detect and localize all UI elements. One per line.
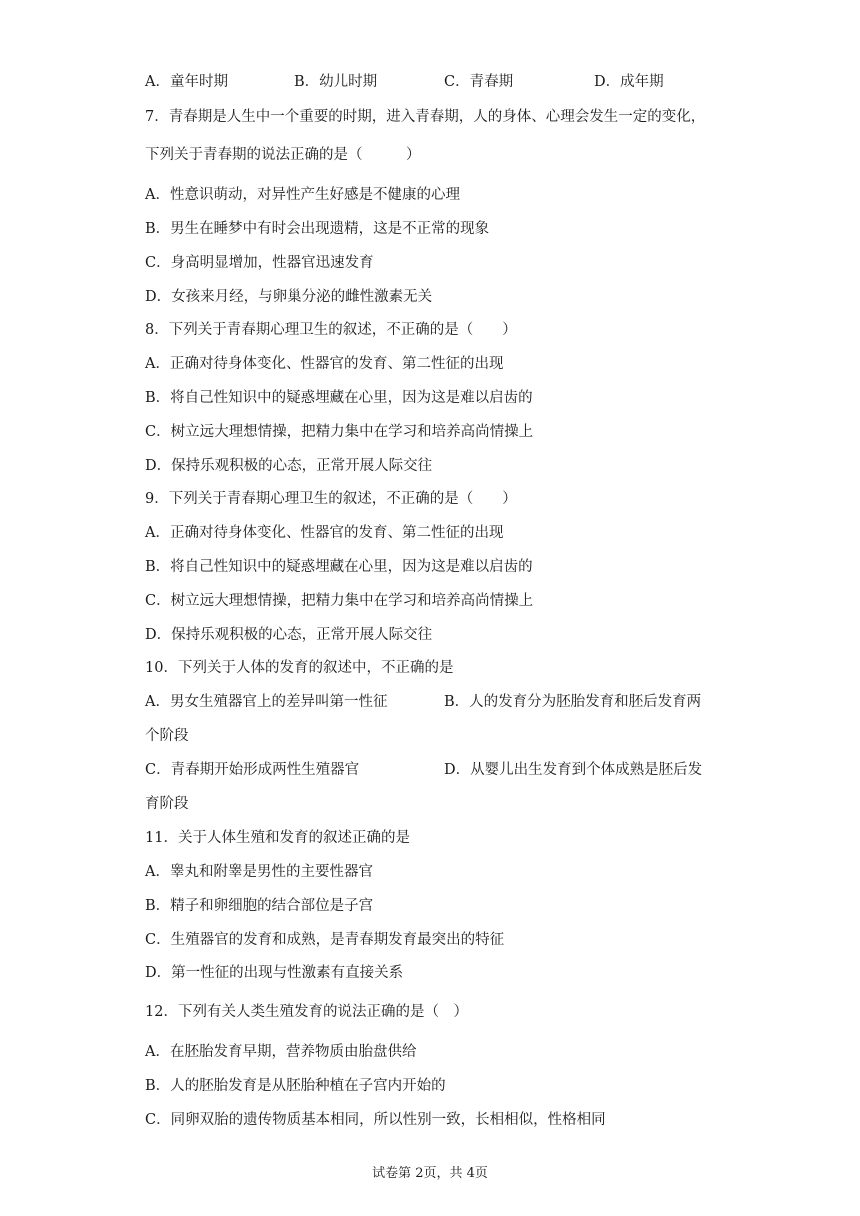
q9-option-d: D．保持乐观积极的心态，正常开展人际交往	[145, 627, 433, 643]
option-c: C．青春期	[444, 74, 514, 90]
q8-option-b: B．将自己性知识中的疑惑埋藏在心里，因为这是难以启齿的	[145, 390, 533, 406]
q11-option-c: C．生殖器官的发育和成熟，是青春期发育最突出的特征	[145, 932, 505, 948]
q9-option-c: C．树立远大理想情操，把精力集中在学习和培养高尚情操上	[145, 593, 534, 609]
q7-stem-line2: 下列关于青春期的说法正确的是（ ）	[145, 147, 421, 163]
q9-stem: 9．下列关于青春期心理卫生的叙述，不正确的是（ ）	[145, 491, 517, 507]
q10-option-d-continued: 育阶段	[145, 796, 189, 812]
q7-option-c: C．身高明显增加，性器官迅速发育	[145, 255, 374, 271]
q7-option-a: A．性意识萌动，对异性产生好感是不健康的心理	[145, 187, 460, 203]
q10-option-a: A．男女生殖器官上的差异叫第一性征	[145, 694, 388, 710]
q7-option-d: D．女孩来月经，与卵巢分泌的雌性激素无关	[145, 289, 433, 305]
q9-option-a: A．正确对待身体变化、性器官的发育、第二性征的出现	[145, 525, 504, 541]
q10-option-c: C．青春期开始形成两性生殖器官	[145, 762, 360, 778]
q7-option-b: B．男生在睡梦中有时会出现遗精，这是不正常的现象	[145, 221, 490, 237]
option-a: A．童年时期	[145, 74, 228, 90]
q12-option-a: A．在胚胎发育早期，营养物质由胎盘供给	[145, 1044, 417, 1060]
option-b: B．幼儿时期	[294, 74, 378, 90]
q11-stem: 11．关于人体生殖和发育的叙述正确的是	[145, 830, 410, 846]
q12-stem: 12．下列有关人类生殖发育的说法正确的是（ ）	[145, 1004, 468, 1020]
option-d: D．成年期	[594, 74, 664, 90]
q11-option-b: B．精子和卵细胞的结合部位是子宫	[145, 898, 374, 914]
q8-option-a: A．正确对待身体变化、性器官的发育、第二性征的出现	[145, 356, 504, 372]
q12-option-c: C．同卵双胎的遗传物质基本相同，所以性别一致，长相相似，性格相同	[145, 1112, 606, 1128]
q8-option-c: C．树立远大理想情操，把精力集中在学习和培养高尚情操上	[145, 424, 534, 440]
q10-option-b-continued: 个阶段	[145, 728, 189, 744]
q10-option-d: D．从婴儿出生发育到个体成熟是胚后发	[444, 762, 703, 778]
page-footer: 试卷第 2页，共 4页	[372, 1166, 488, 1181]
q10-option-b: B．人的发育分为胚胎发育和胚后发育两	[444, 694, 702, 710]
q8-stem: 8．下列关于青春期心理卫生的叙述，不正确的是（ ）	[145, 322, 517, 338]
q11-option-a: A．睾丸和附睾是男性的主要性器官	[145, 864, 373, 880]
q8-option-d: D．保持乐观积极的心态，正常开展人际交往	[145, 458, 433, 474]
q11-option-d: D．第一性征的出现与性激素有直接关系	[145, 965, 404, 981]
q10-stem: 10．下列关于人体的发育的叙述中，不正确的是	[145, 660, 454, 676]
q12-option-b: B．人的胚胎发育是从胚胎种植在子宫内开始的	[145, 1078, 446, 1094]
q7-stem-line1: 7．青春期是人生中一个重要的时期，进入青春期，人的身体、心理会发生一定的变化，	[145, 109, 706, 125]
q9-option-b: B．将自己性知识中的疑惑埋藏在心里，因为这是难以启齿的	[145, 559, 533, 575]
